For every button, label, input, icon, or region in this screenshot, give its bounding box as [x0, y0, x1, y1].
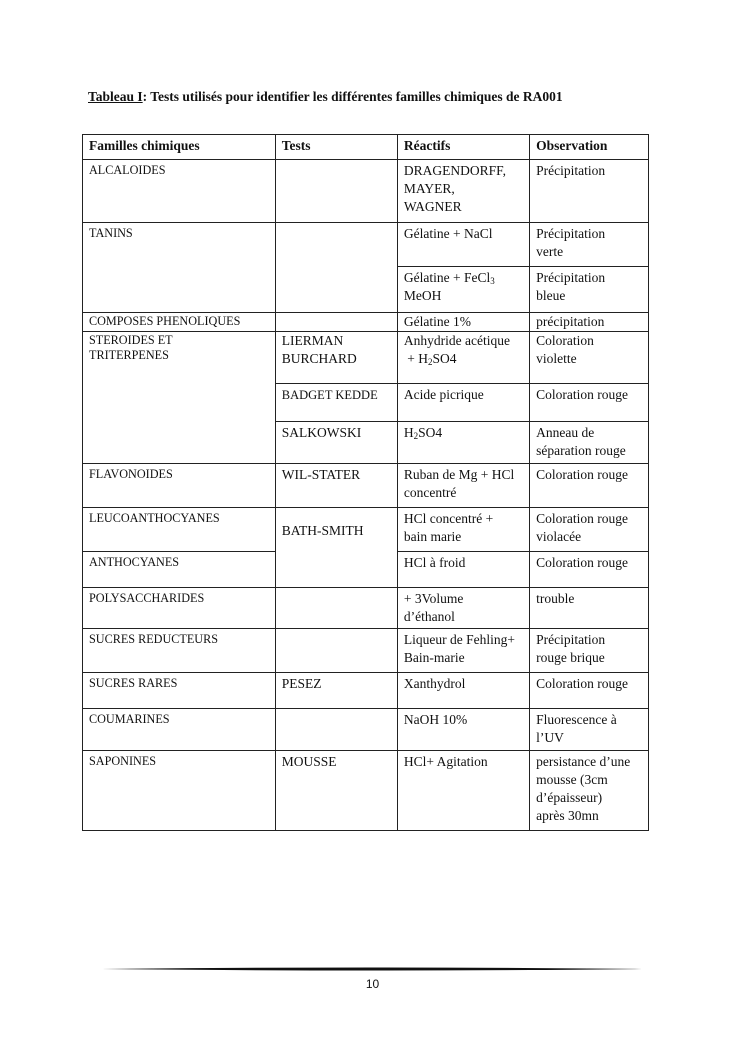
reagent-cell: DRAGENDORFF, MAYER, WAGNER — [397, 160, 529, 223]
observation-cell: Anneau de séparation rouge — [530, 422, 649, 464]
family-cell: COUMARINES — [83, 709, 276, 751]
observation-cell: Précipitation verte — [530, 223, 649, 267]
test-cell — [275, 313, 397, 332]
observation-cell: Coloration rouge — [530, 384, 649, 422]
test-cell — [275, 223, 397, 313]
observation-cell: Précipitation — [530, 160, 649, 223]
observation-cell: Précipitation bleue — [530, 267, 649, 313]
observation-cell: Coloration rouge — [530, 464, 649, 508]
reagent-cell: NaOH 10% — [397, 709, 529, 751]
observation-cell: trouble — [530, 588, 649, 629]
test-cell — [275, 709, 397, 751]
family-cell: ALCALOIDES — [83, 160, 276, 223]
reagent-subscript: 3 — [490, 276, 495, 286]
observation-cell: Coloration rouge — [530, 673, 649, 709]
test-cell — [275, 588, 397, 629]
table-caption — [88, 89, 563, 105]
observation-cell: persistance d’une mousse (3cm d’épaisseur) après 30mn — [530, 751, 649, 831]
table-row — [83, 508, 649, 552]
chemical-tests-table — [82, 134, 649, 831]
reagent-cell: HCl+ Agitation — [397, 751, 529, 831]
reagent-pre: + H — [403, 351, 429, 366]
test-cell — [275, 160, 397, 223]
header-families: Familles chimiques — [83, 135, 276, 160]
header-observation: Observation — [530, 135, 649, 160]
test-cell: LIERMAN BURCHARD — [275, 332, 397, 384]
family-cell: STEROIDES ET TRITERPENES — [83, 332, 276, 464]
header-tests: Tests — [275, 135, 397, 160]
reagent-cell: Ruban de Mg + HCl concentré — [397, 464, 529, 508]
table-row — [83, 673, 649, 709]
reagent-cell: HCl concentré + bain marie — [397, 508, 529, 552]
family-cell: SUCRES RARES — [83, 673, 276, 709]
reagent-cell: Gélatine + NaCl — [397, 223, 529, 267]
table-row — [83, 751, 649, 831]
reagent-cell: Gélatine 1% — [397, 313, 529, 332]
reagent-cell: Acide picrique — [397, 384, 529, 422]
table-header-row — [83, 135, 649, 160]
family-cell: LEUCOANTHOCYANES — [83, 508, 276, 552]
observation-cell: Coloration rouge violacée — [530, 508, 649, 552]
reagent-main: Gélatine + FeCl — [403, 270, 491, 285]
observation-cell: Coloration rouge — [530, 552, 649, 588]
caption-text: : Tests utilisés pour identifier les différentes familles chimiques de RA001 — [142, 89, 563, 104]
test-cell: SALKOWSKI — [275, 422, 397, 464]
family-cell: SAPONINES — [83, 751, 276, 831]
test-cell: MOUSSE — [275, 751, 397, 831]
observation-cell: Coloration violette — [530, 332, 649, 384]
reagent-subscript: 2 — [413, 431, 419, 441]
reagent-cell: Xanthydrol — [397, 673, 529, 709]
table-row — [83, 709, 649, 751]
reagent-cell: HCl à froid — [397, 552, 529, 588]
test-cell: WIL-STATER — [275, 464, 397, 508]
table-row — [83, 588, 649, 629]
table-row — [83, 313, 649, 332]
reagent-line2: MeOH — [403, 288, 442, 303]
reagent-cell: + 3Volume d’éthanol — [397, 588, 529, 629]
table-row — [83, 464, 649, 508]
page-number: 10 — [365, 977, 380, 991]
reagent-post: SO4 — [418, 425, 443, 440]
reagent-post: SO4 — [432, 351, 457, 366]
observation-cell: précipitation — [530, 313, 649, 332]
family-cell: SUCRES REDUCTEURS — [83, 629, 276, 673]
table-row — [83, 629, 649, 673]
observation-cell: Fluorescence à l’UV — [530, 709, 649, 751]
reagent-cell — [397, 267, 529, 313]
table-row — [83, 223, 649, 267]
family-cell: POLYSACCHARIDES — [83, 588, 276, 629]
footer-rule — [102, 967, 642, 971]
observation-cell: Précipitation rouge brique — [530, 629, 649, 673]
reagent-cell: Liqueur de Fehling+ Bain-marie — [397, 629, 529, 673]
reagent-cell — [397, 332, 529, 384]
test-cell: BADGET KEDDE — [275, 384, 397, 422]
test-cell: BATH-SMITH — [275, 508, 397, 588]
reagent-cell — [397, 422, 529, 464]
test-cell: PESEZ — [275, 673, 397, 709]
reagent-pre: H — [403, 425, 414, 440]
family-cell: TANINS — [83, 223, 276, 313]
table-row — [83, 332, 649, 384]
caption-label: Tableau I — [88, 89, 143, 104]
test-cell — [275, 629, 397, 673]
reagent-line1: Anhydride acétique — [403, 333, 511, 348]
family-cell: COMPOSES PHENOLIQUES — [83, 313, 276, 332]
table-row — [83, 160, 649, 223]
family-cell: ANTHOCYANES — [83, 552, 276, 588]
family-cell: FLAVONOIDES — [83, 464, 276, 508]
reagent-subscript: 2 — [428, 357, 433, 367]
header-reagents: Réactifs — [397, 135, 529, 160]
